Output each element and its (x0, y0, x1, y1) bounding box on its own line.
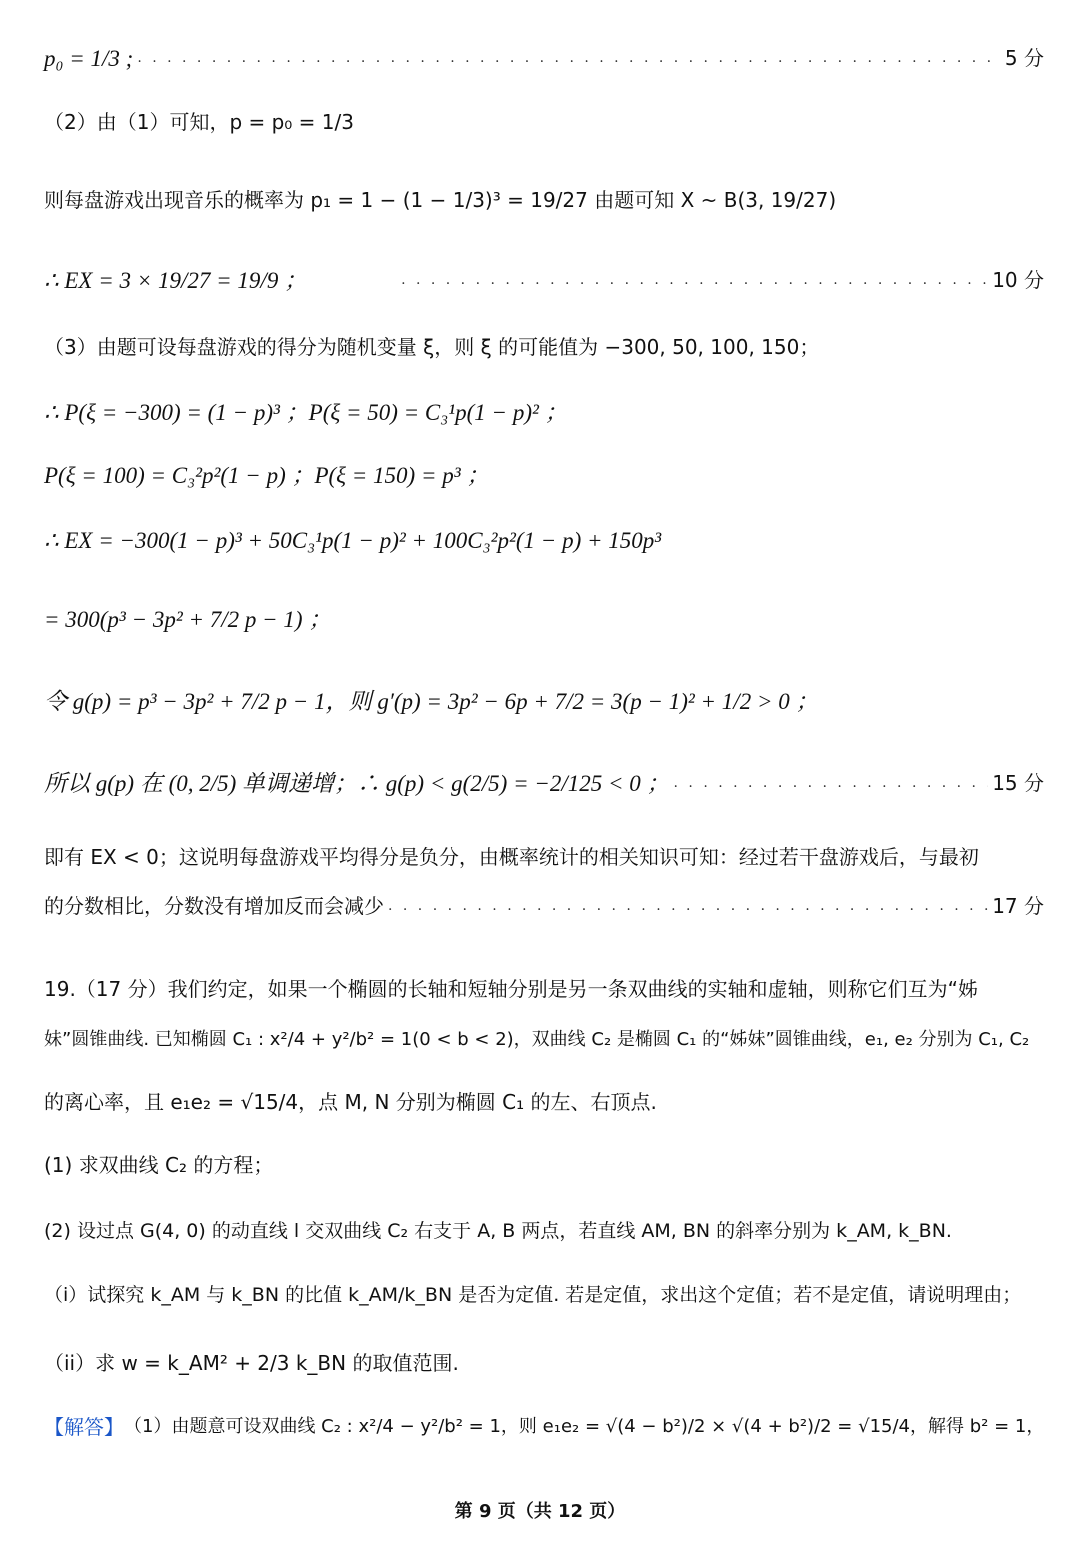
line-16-text: 的离心率，且 e₁e₂ = √15/4，点 M, N 分别为椭圆 C₁ 的左、右顶点. (44, 1090, 657, 1114)
score-5: 5 分 (1004, 46, 1044, 70)
leader-dots (388, 899, 988, 913)
page-footer: 第 9 页（共 12 页） (454, 1501, 626, 1522)
line-7-text: P(ξ = 100) = C₃²p²(1 − p) ；P(ξ = 150) = p³ ； (44, 462, 490, 488)
line-21-text: （1）由题意可设双曲线 C₂ : x²/4 − y²/b² = 1，则 e₁e₂ = √(4 − b²)/2 × √(4 + b²)/2 = √15/4，解得 b² = 1， (124, 1416, 1045, 1437)
line-11 (44, 758, 1044, 808)
line-6 (44, 392, 1044, 432)
line-5-text: （3）由题可设每盘游戏的得分为随机变量 ξ，则 ξ 的可能值为 −300, 50, 100, 150； (44, 335, 820, 359)
line-15 (44, 1018, 1044, 1062)
line-10 (44, 676, 1044, 726)
line-7 (44, 455, 1044, 495)
line-3 (44, 174, 1044, 226)
line-2-text: （2）由（1）可知，p = p₀ = 1/3 (44, 110, 354, 134)
line-12 (44, 842, 1044, 872)
line-20 (44, 1340, 1044, 1386)
line-16 (44, 1078, 1044, 1126)
line-14 (44, 974, 1044, 1004)
line-1-text: p₀ = 1/3 ; (44, 45, 134, 71)
line-20-text: （ii）求 w = k_AM² + 2/3 k_BN 的取值范围. (44, 1351, 459, 1375)
line-9-text: = 300(p³ − 3p² + 7/2 p − 1) ； (44, 606, 332, 632)
line-14-text: 19.（17 分）我们约定，如果一个椭圆的长轴和短轴分别是另一条双曲线的实轴和虚轴，则称它们互为“姊 (44, 977, 978, 1001)
line-8 (44, 520, 1044, 560)
line-2 (44, 98, 1044, 146)
line-17 (44, 1150, 1044, 1180)
line-12-text: 即有 EX < 0；这说明每盘游戏平均得分是负分，由概率统计的相关知识可知：经过若干盘游戏后，与最初 (44, 845, 979, 869)
leader-dots (137, 51, 1001, 65)
answer-tag: 【解答】 (44, 1415, 124, 1439)
line-1 (44, 34, 1044, 82)
line-4 (44, 256, 1044, 304)
score-10: 10 分 (992, 268, 1044, 292)
leader-dots (674, 776, 989, 790)
score-15: 15 分 (992, 771, 1044, 795)
line-18-text: (2) 设过点 G(4, 0) 的动直线 l 交双曲线 C₂ 右支于 A, B 两点，若直线 AM, BN 的斜率分别为 k_AM, k_BN. (44, 1219, 952, 1242)
line-13-text: 的分数相比，分数没有增加反而会减少 (44, 894, 384, 918)
score-17: 17 分 (992, 894, 1044, 918)
line-15-text: 妹”圆锥曲线. 已知椭圆 C₁ : x²/4 + y²/b² = 1(0 < b < 2)，双曲线 C₂ 是椭圆 C₁ 的“姊妹”圆锥曲线，e₁, e₂ 分别为 C₁, C₂ (44, 1029, 1030, 1050)
leader-dots (401, 273, 988, 287)
line-5 (44, 332, 1044, 362)
line-13 (44, 891, 1044, 921)
line-8-text: ∴ EX = −300(1 − p)³ + 50C₃¹p(1 − p)² + 100C₃²p²(1 − p) + 150p³ (44, 527, 662, 553)
line-11-text: 所以 g(p) 在 (0, 2/5) 单调递增；∴ g(p) < g(2/5) = −2/125 < 0 ； (44, 770, 670, 796)
line-9 (44, 594, 1044, 644)
line-6-text: ∴ P(ξ = −300) = (1 − p)³ ；P(ξ = 50) = C₃¹p(1 − p)² ； (44, 399, 568, 425)
line-4-text: ∴ EX = 3 × 19/27 = 19/9 ； (44, 267, 308, 293)
line-18 (44, 1214, 1044, 1248)
line-21 (44, 1400, 1044, 1454)
line-19 (44, 1270, 1044, 1320)
line-3-text: 则每盘游戏出现音乐的概率为 p₁ = 1 − (1 − 1/3)³ = 19/27 由题可知 X ~ B(3, 19/27) (44, 188, 837, 212)
line-10-text: 令 g(p) = p³ − 3p² + 7/2 p − 1，则 g′(p) = 3p² − 6p + 7/2 = 3(p − 1)² + 1/2 > 0 ； (44, 688, 819, 714)
line-17-text: (1) 求双曲线 C₂ 的方程； (44, 1153, 274, 1177)
line-19-text: （i）试探究 k_AM 与 k_BN 的比值 k_AM/k_BN 是否为定值. 若是定值，求出这个定值；若不是定值，请说明理由； (44, 1283, 1022, 1306)
